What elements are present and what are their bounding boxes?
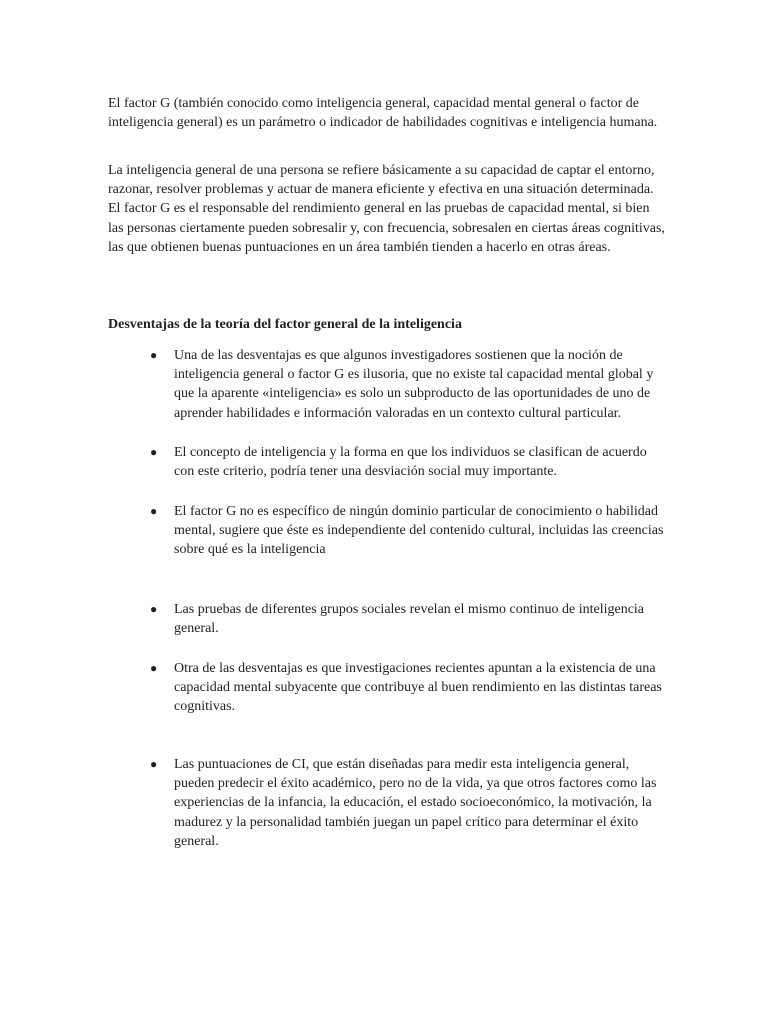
bullet-icon: ● (150, 602, 158, 616)
list-item-text: El factor G no es específico de ningún dominio particular de conocimiento o habilidad mental, sugiere que éste es independiente del contenido cultural, incluidas las creencias sobre qué es la inteligencia (174, 504, 664, 558)
intro-paragraph: El factor G (también conocido como inteligencia general, capacidad mental general o factor de inteligencia general) es un parámetro o indicador de habilidades cognitivas e inteligencia humana. (108, 96, 658, 131)
bullet-icon: ● (150, 348, 158, 362)
section-heading: Desventajas de la teoría del factor general de la inteligencia (108, 317, 462, 332)
list-item-text: Una de las desventajas es que algunos investigadores sostienen que la noción de inteligencia general o factor G es ilusoria, que no existe tal capacidad mental global y que la aparente «inteligencia» es solo un subproducto de las oportunidades de uno de aprender habilidades e información valoradas en un contexto cultural particular. (174, 348, 654, 421)
list-item-text: Las pruebas de diferentes grupos sociales revelan el mismo continuo de inteligencia general. (174, 602, 645, 637)
list-item-text: Otra de las desventajas es que investigaciones recientes apuntan a la existencia de una capacidad mental subyacente que contribuye al buen rendimiento en las distintas tareas cognitivas. (174, 661, 662, 715)
bullet-icon: ● (150, 445, 158, 459)
list-item-text: Las puntuaciones de CI, que están diseñadas para medir esta inteligencia general, pueden predecir el éxito académico, pero no de la vida, ya que otros factores como las experiencias de la infancia, la educación, el estado socioeconómico, la motivación, la madurez y la personalidad también juegan un papel crítico para determinar el éxito general. (174, 757, 657, 849)
bullet-icon: ● (150, 661, 158, 675)
definition-paragraph: La inteligencia general de una persona se refiere básicamente a su capacidad de captar el entorno, razonar, resolver problemas y actuar de manera eficiente y efectiva en una situación determinada. El factor G es el responsable del rendimiento general en las pruebas de capacidad mental, si bien las personas ciertamente pueden sobresalir y, con frecuencia, sobresalen en ciertas áreas cognitivas, las que obtienen buenas puntuaciones en un área también tienden a hacerlo en otras áreas. (108, 163, 665, 255)
bullet-icon: ● (150, 757, 158, 771)
list-item-text: El concepto de inteligencia y la forma en que los individuos se clasifican de acuerdo con este criterio, podría tener una desviación social muy importante. (174, 445, 647, 480)
bullet-icon: ● (150, 504, 158, 518)
